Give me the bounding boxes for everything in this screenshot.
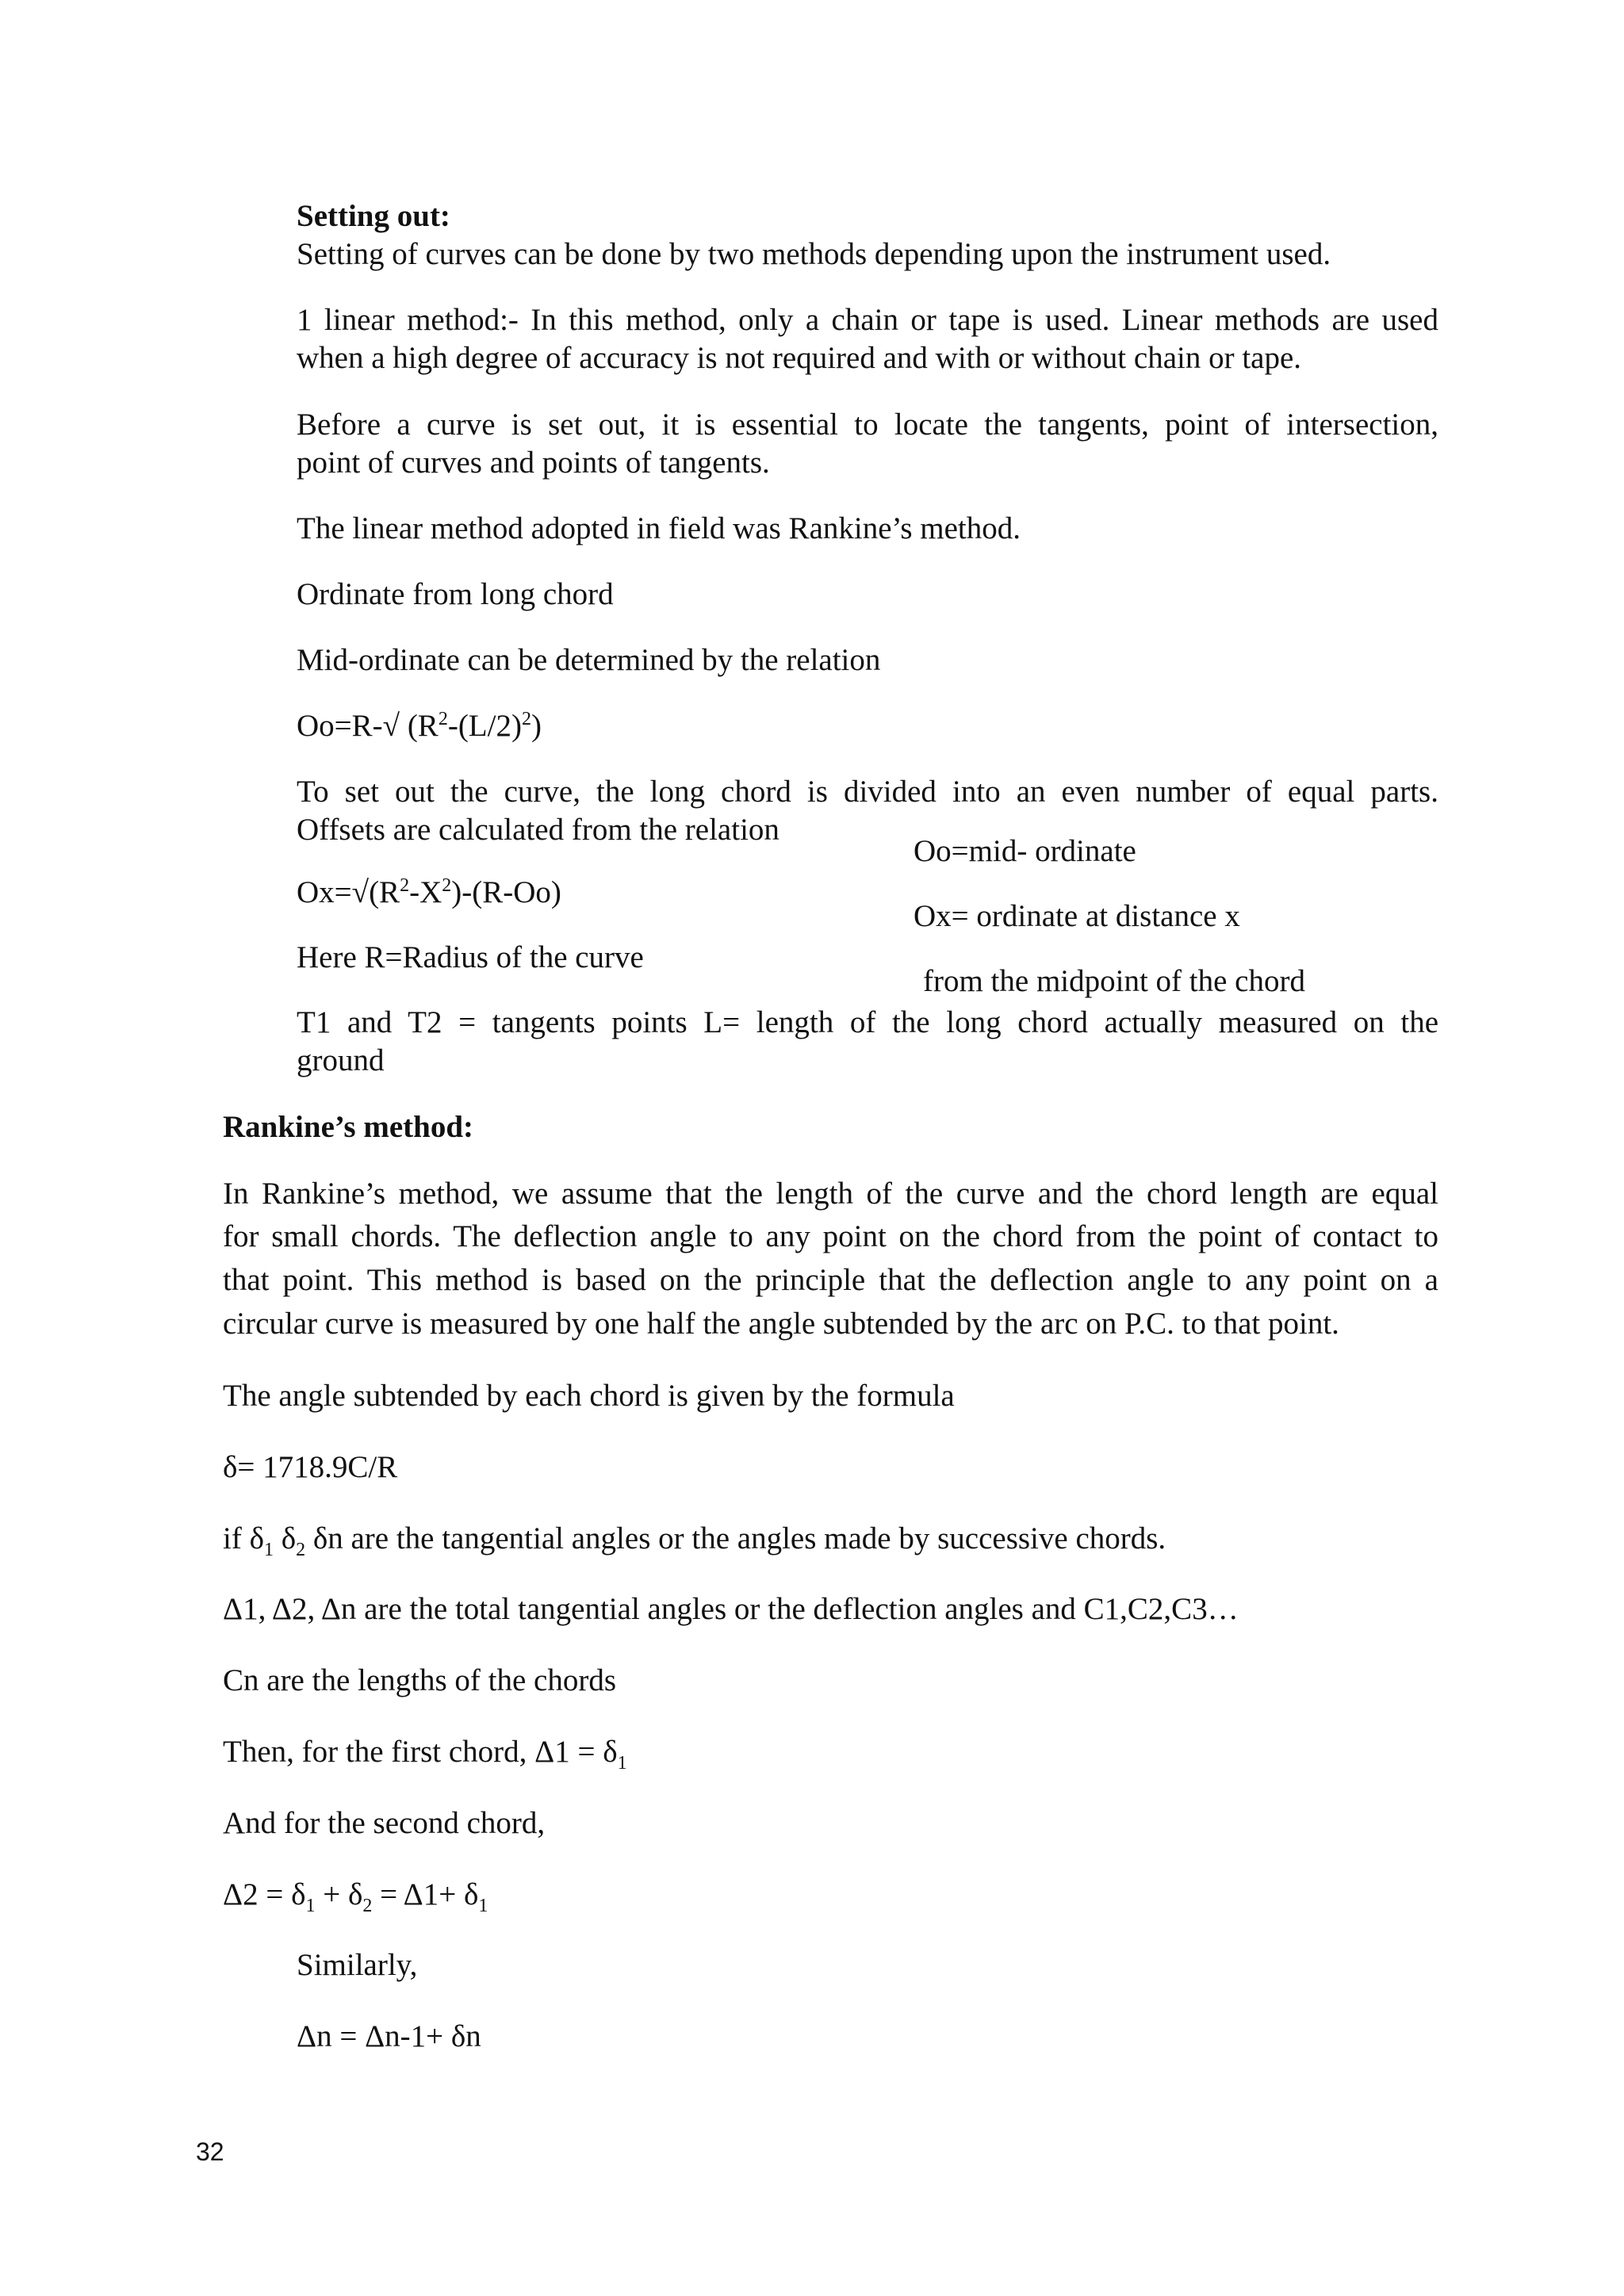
rankine-para-line-4: circular curve is measured by one half the angle subtended by the arc on P.C. to that point. <box>223 1307 1339 1341</box>
delta2-formula: $\Delta 2 = \delta_1 + \delta_2 = \Delta 1+ \delta_1$ <box>223 1877 488 1916</box>
tangential-angles-line: if $\delta_1$ $\delta_2$ δn are the tangential angles or the angles made by successive chords. <box>223 1521 1166 1560</box>
page-number: 32 <box>196 2137 224 2166</box>
rankine-para-line-3: that point. This method is based on the principle that the deflection angle to any point on a <box>223 1263 1438 1297</box>
delta-formula: δ= 1718.9C/R <box>223 1450 398 1484</box>
formula-mid-ordinate: Oo=R-√ $(R^2-(L/2)^2)$ <box>297 709 542 743</box>
side-note-mid-ordinate: Oo=mid- ordinate <box>914 834 1136 868</box>
to-set-out-line-2: Offsets are calculated from the relation <box>297 813 779 847</box>
deltan-formula: Δn = Δn-1+ δn <box>297 2019 481 2053</box>
tangent-points-line-1: T1 and T2 = tangents points L= length of the long chord actually measured on the <box>297 1005 1438 1039</box>
setting-out-heading: Setting out: <box>297 199 450 233</box>
total-tangential-angles-line: Δ1, Δ2, Δn are the total tangential angles or the deflection angles and C1,C2,C3… <box>223 1592 1239 1626</box>
setting-out-intro: Setting of curves can be done by two methods depending upon the instrument used. <box>297 237 1331 271</box>
rankine-para-line-2: for small chords. The deflection angle to any point on the chord from the point of contact to <box>223 1219 1438 1253</box>
side-note-midpoint: from the midpoint of the chord <box>923 964 1305 998</box>
rankine-para-line-1: In Rankine’s method, we assume that the length of the curve and the chord length are equal <box>223 1177 1438 1211</box>
radius-definition: Here R=Radius of the curve <box>297 940 644 974</box>
chord-lengths-line: Cn are the lengths of the chords <box>223 1663 617 1697</box>
before-curve-line-2: point of curves and points of tangents. <box>297 446 770 480</box>
linear-method-adopted: The linear method adopted in field was Rankine’s method. <box>297 511 1021 545</box>
ordinate-long-chord: Ordinate from long chord <box>297 577 614 611</box>
to-set-out-line-1: To set out the curve, the long chord is divided into an even number of equal parts. <box>297 775 1438 809</box>
side-note-ordinate-x: Ox= ordinate at distance x <box>914 899 1240 933</box>
mid-ordinate-relation: Mid-ordinate can be determined by the relation <box>297 643 881 677</box>
before-curve-line-1: Before a curve is set out, it is essential to locate the tangents, point of intersection, <box>297 408 1438 442</box>
similarly-line: Similarly, <box>297 1948 418 1982</box>
formula-offset: $Ox=√(R^2-X^2)-(R-Oo)$ <box>297 875 561 909</box>
first-chord-line: Then, for the first chord, $\Delta 1 = \delta_1$ <box>223 1735 627 1774</box>
linear-method-line-2: when a high degree of accuracy is not required and with or without chain or tape. <box>297 341 1302 375</box>
tangent-points-line-2: ground <box>297 1043 385 1077</box>
angle-formula-intro: The angle subtended by each chord is given by the formula <box>223 1379 955 1413</box>
rankine-method-heading: Rankine’s method: <box>223 1110 473 1144</box>
second-chord-line: And for the second chord, <box>223 1806 546 1840</box>
linear-method-line-1: 1 linear method:- In this method, only a chain or tape is used. Linear methods are used <box>297 303 1438 337</box>
